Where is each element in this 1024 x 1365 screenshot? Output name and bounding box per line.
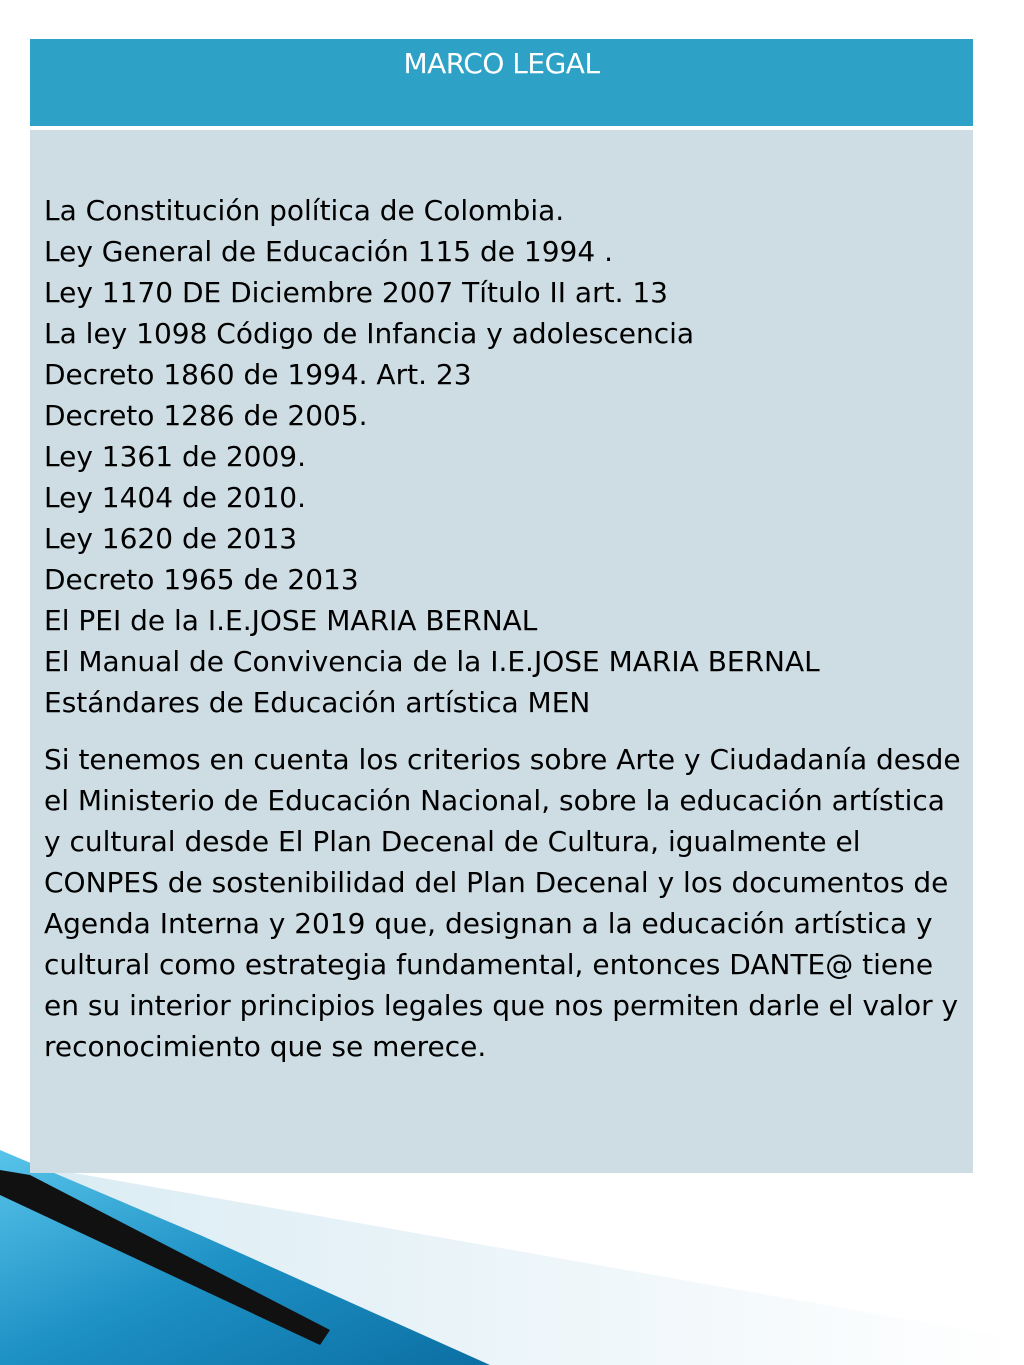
list-item: La ley 1098 Código de Infancia y adolescencia bbox=[44, 317, 695, 350]
list-item: El PEI de la I.E.JOSE MARIA BERNAL bbox=[44, 604, 538, 637]
table-header bbox=[30, 39, 973, 130]
page-title: MARCO LEGAL bbox=[403, 47, 600, 80]
list-item: Ley 1404 de 2010. bbox=[44, 481, 307, 514]
list-item: Decreto 1286 de 2005. bbox=[44, 399, 368, 432]
list-item: La Constitución política de Colombia. bbox=[44, 194, 565, 227]
list-item: Ley General de Educación 115 de 1994 . bbox=[44, 235, 613, 268]
list-item: Ley 1620 de 2013 bbox=[44, 522, 298, 555]
list-item: Decreto 1965 de 2013 bbox=[44, 563, 359, 596]
law-list bbox=[44, 190, 959, 723]
list-item: Estándares de Educación artística MEN bbox=[44, 686, 591, 719]
list-item: Decreto 1860 de 1994. Art. 23 bbox=[44, 358, 472, 391]
list-item: Ley 1170 DE Diciembre 2007 Título II art. 13 bbox=[44, 276, 668, 309]
body-paragraph: Si tenemos en cuenta los criterios sobre Arte y Ciudadanía desde el Ministerio de Educación Nacional, sobre la educación artística y cultural desde El Plan Decenal de Cultura, igualmente el CONPES de sostenibilidad del Plan Decenal y los documentos de Agenda Interna y 2019 que, designan a la educación artística y cultural como estrategia fundamental, entonces DANTE@ tiene en su interior principios legales que nos permiten darle el valor y reconocimiento que se merece. bbox=[44, 743, 961, 1063]
table-body bbox=[30, 130, 973, 1173]
legal-frame-table bbox=[30, 39, 973, 1173]
list-item: El Manual de Convivencia de la I.E.JOSE MARIA BERNAL bbox=[44, 645, 820, 678]
list-item: Ley 1361 de 2009. bbox=[44, 440, 307, 473]
